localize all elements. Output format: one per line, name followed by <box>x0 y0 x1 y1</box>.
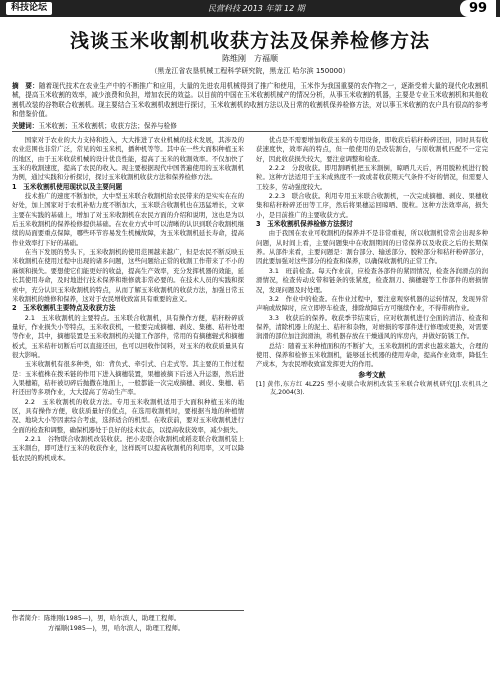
page-header <box>0 0 500 17</box>
author-bio-line: 方福顺(1985—)，男，哈尔滨人，助理工程师。 <box>48 623 185 632</box>
right-column-body <box>256 136 488 370</box>
section-heading: 1 玉米收割机使用现状以及主要问题 <box>12 182 123 191</box>
reference-item: [1] 黄伟,东方红 4LZ25 型小麦联合收割机改装玉米联合收割机研究[J].农机具之友,2004(3). <box>256 380 488 397</box>
keywords-label: 关键词： <box>12 122 39 130</box>
keywords <box>12 120 488 130</box>
paragraph: 优点是不需要增加收获玉米的专用设备，即收获后秸秆粉碎还田，同时具有收获速度快，效率高的特点，但一般使用的是改装割台，与原收割机匹配不一定完好，因此收获损失较大，要注意调整和检查。 <box>256 136 488 163</box>
paragraph: 在当下发展的势头下，玉米收割机的使用范围越来越广，但是农民不断反映玉米收割机在使用过程中出现的诸多问题，这些问题给正常的收割工作带来了不小的麻烦和损失。要想使它们能更好的收益，提高生产效率，充分发挥机器的效能，延长其使用寿命，及时地进行技术保养和维修就非常必要的。在技术人员的实践和探索中，充分认识玉米收割机的特点，从而了解玉米收割机的收获方法，加强日常玉米收割机的维修和保养，这对于农民增收致富具有重要的意义。 <box>12 248 244 303</box>
paragraph: 由于我国在农业可收割机的保养并不是非常重视，所以收割机常常会出现多种问题，从时间上看，主要问题集中在收割期间的日常保养以及收获之后的长期保养。从部件来看，主要问题是：割台部分、输送部分、脱粒部分和秸秆粉碎部分，因此要加强对这些部分的检查和保养，以确保收割机的正常工作。 <box>256 229 488 266</box>
paragraph: 技术推广的速度不断加快，大中型玉米联合收割机给农民带来的是实实在在的好处，加上国家对于农机补贴力度不断加大，玉米联合收割机也在迅猛增长，文章主要在实践的基础上，增加了对玉米收割机在农民方面的介绍和说明，这也是为以后玉米收割机的保养检修提供基础。在农业方式中可以清晰的认识到联合收割机继续的局面要重点保障，哪些环节容易发生机械故障，为玉米收割机延长寿命，提高作业效率打下好的基础。 <box>12 192 244 247</box>
paragraph: 2.2.3 联合收获。利用专用玉米联合收割机，一次完成摘穗、剥皮、果穗收集和秸秆粉碎还田等工序，然后将果穗运回晾晒、脱粒。这种方法效率高，损失小，是目前推广的主要收获方式。 <box>256 192 488 219</box>
article-title: 浅谈玉米收割机收获方法及保养检修方法 <box>69 30 430 52</box>
article-authors: 陈维刚 方福顺 <box>222 54 278 63</box>
section-tag: 科技论坛 <box>6 2 52 15</box>
paragraph: 2.2 玉米收割机的收获方法。专用玉米收割机适用于大面积种植玉米的地区，具有操作方便，收获质量好的优点，在选用收割机时，要根据当地的种植情况、地块大小等因素综合考虑，选择适合的机型。在收获前，要对玉米收割机进行全面的检查和调整，确保机器处于良好的技术状态，以提高收获效率，减少损失。 <box>12 397 244 434</box>
section-heading: 3 玉米收割机保养检修方法探讨 <box>256 220 353 229</box>
left-column <box>12 136 244 606</box>
abstract-text: 随着现代技术在农业生产中的不断推广和应用，大量的先进农用机械得到了推广和使用，玉米作为我国重要的农作物之一，逐渐受着大量的现代化收割机械，提高玉米收割的效率，减少浪费和负担，增加农民的效益。以目前的中国在玉米收割机械产的情况分析，从事玉米收割的机器，主要是专业玉米收割机和其他收割机改装的谷物联合收割机。现主要结合玉米收割机收割进行探讨，玉米收割机的收割方法以及日常的收割机保养检修方法，对以事玉米收割的农户具有很高的参考和借鉴价值。 <box>12 82 489 119</box>
article-affiliation: （黑龙江省农垦机械工程科学研究院，黑龙江 哈尔滨 150000） <box>150 67 350 75</box>
paragraph: 2.2.1 谷物联合收割机改装收获。把小麦联合收割机或稻麦联合收割机装上玉米割台，即可进行玉米的收获作业，这样既可以提高收割机的利用率，又可以降低农民的购机成本。 <box>12 435 244 462</box>
paragraph: 2.2.2 分段收获。即用割晒机把玉米割倒，晾晒几天后，再用脱粒机进行脱粒。这种方法适用于玉米成熟度不一致或者收获期天气条件不好的情况，但需要人工较多，劳动强度较大。 <box>256 164 488 191</box>
journal-issue: 民营科技 2013 年第 12 期 <box>208 4 305 13</box>
abstract <box>12 82 488 120</box>
header-divider <box>12 131 488 132</box>
author-bio-line: 作者简介：陈维刚(1985—)，男，哈尔滨人，助理工程师。 <box>12 614 181 622</box>
paragraph: 总结：随着玉米种植面积的不断扩大，玉米收割机的需求也越来越大，合理的使用、保养和检修玉米收割机，能够延长机器的使用寿命，提高作业效率，降低生产成本，为农民增收致富发挥更大的作用。 <box>256 341 488 369</box>
paragraph: 2.1 玉米收割机的主要特点。玉米联合收割机，具有操作方便，秸秆粉碎质量好，作业损失小等特点，玉米收获机，一般要完成摘穗、剥皮、集穗、秸秆处理等作业，其中，摘穗装置是玉米收割机的关键工作部件，常用的有摘穗辊式和摘穗板式，玉米秸秆切断后可以直接还田，也可以回收作饲料，对玉米的收获质量具有很大影响。 <box>12 313 244 359</box>
paragraph: 国家对于农业的大力支持和投入，大大推进了农业机械的技术发展，其涉及的农业范围也非常广泛，常见的如玉米机，播种机等等。其中在一些大面积种植玉米的地区，由于玉米收获机械的设计优良性能，提高了玉米的收割效率。不仅加快了玉米的收割速度，提高了农民的收入。现主要根据现代中国普遍使用的玉米收割机为例，通过实践和分析探讨，探讨玉米收割机收获方法和保养检修方法。 <box>12 136 244 182</box>
paragraph: 3.2 作业中的检查。在作业过程中，要注意观察机器的运转情况，发现异常声响或故障时，应立即停车检查，排除故障后方可继续作业，不得带病作业。 <box>256 294 488 313</box>
bio-divider <box>12 610 244 611</box>
references-title: 参考文献 <box>358 370 386 379</box>
paragraph: 玉米收割机有很多种类，如：背负式、牵引式、自走式等。其主要的工作过程是：玉米植株在拨禾链的作用下进入摘穗装置，果穗被摘下后送入升运器，然后进入果穗箱，秸秆被切碎后抛撒在地面上，一般都能一次完成摘穗、剥皮、集穗、秸秆还田等多项作业，大大提高了劳动生产率。 <box>12 360 244 397</box>
author-bio <box>12 614 244 633</box>
abstract-label: 摘 要： <box>12 82 39 90</box>
keywords-text: 玉米收割；玉米收割机；收获方法；保养与检修 <box>38 122 177 130</box>
right-column <box>256 136 488 676</box>
section-heading: 2 玉米收割机主要特点及收获方法 <box>12 304 116 313</box>
page-number: 99 <box>460 0 496 17</box>
paragraph: 3.3 收获后的保养。收获季节结束后，应对收割机进行全面的清洁、检查和保养，清除机器上的泥土、秸秆和杂物，对磨损的零部件进行修理或更换，对需要润滑的部位加注润滑油，将机器存放在干燥通风的库房内，并做好防锈工作。 <box>256 313 488 341</box>
paragraph: 3.1 班前检查。每天作业前，应检查各部件的紧固情况，检查各润滑点的润滑情况，检查传动皮带和链条的张紧度，检查割刀、摘穗辊等工作部件的磨损情况，发现问题及时处理。 <box>256 266 488 294</box>
